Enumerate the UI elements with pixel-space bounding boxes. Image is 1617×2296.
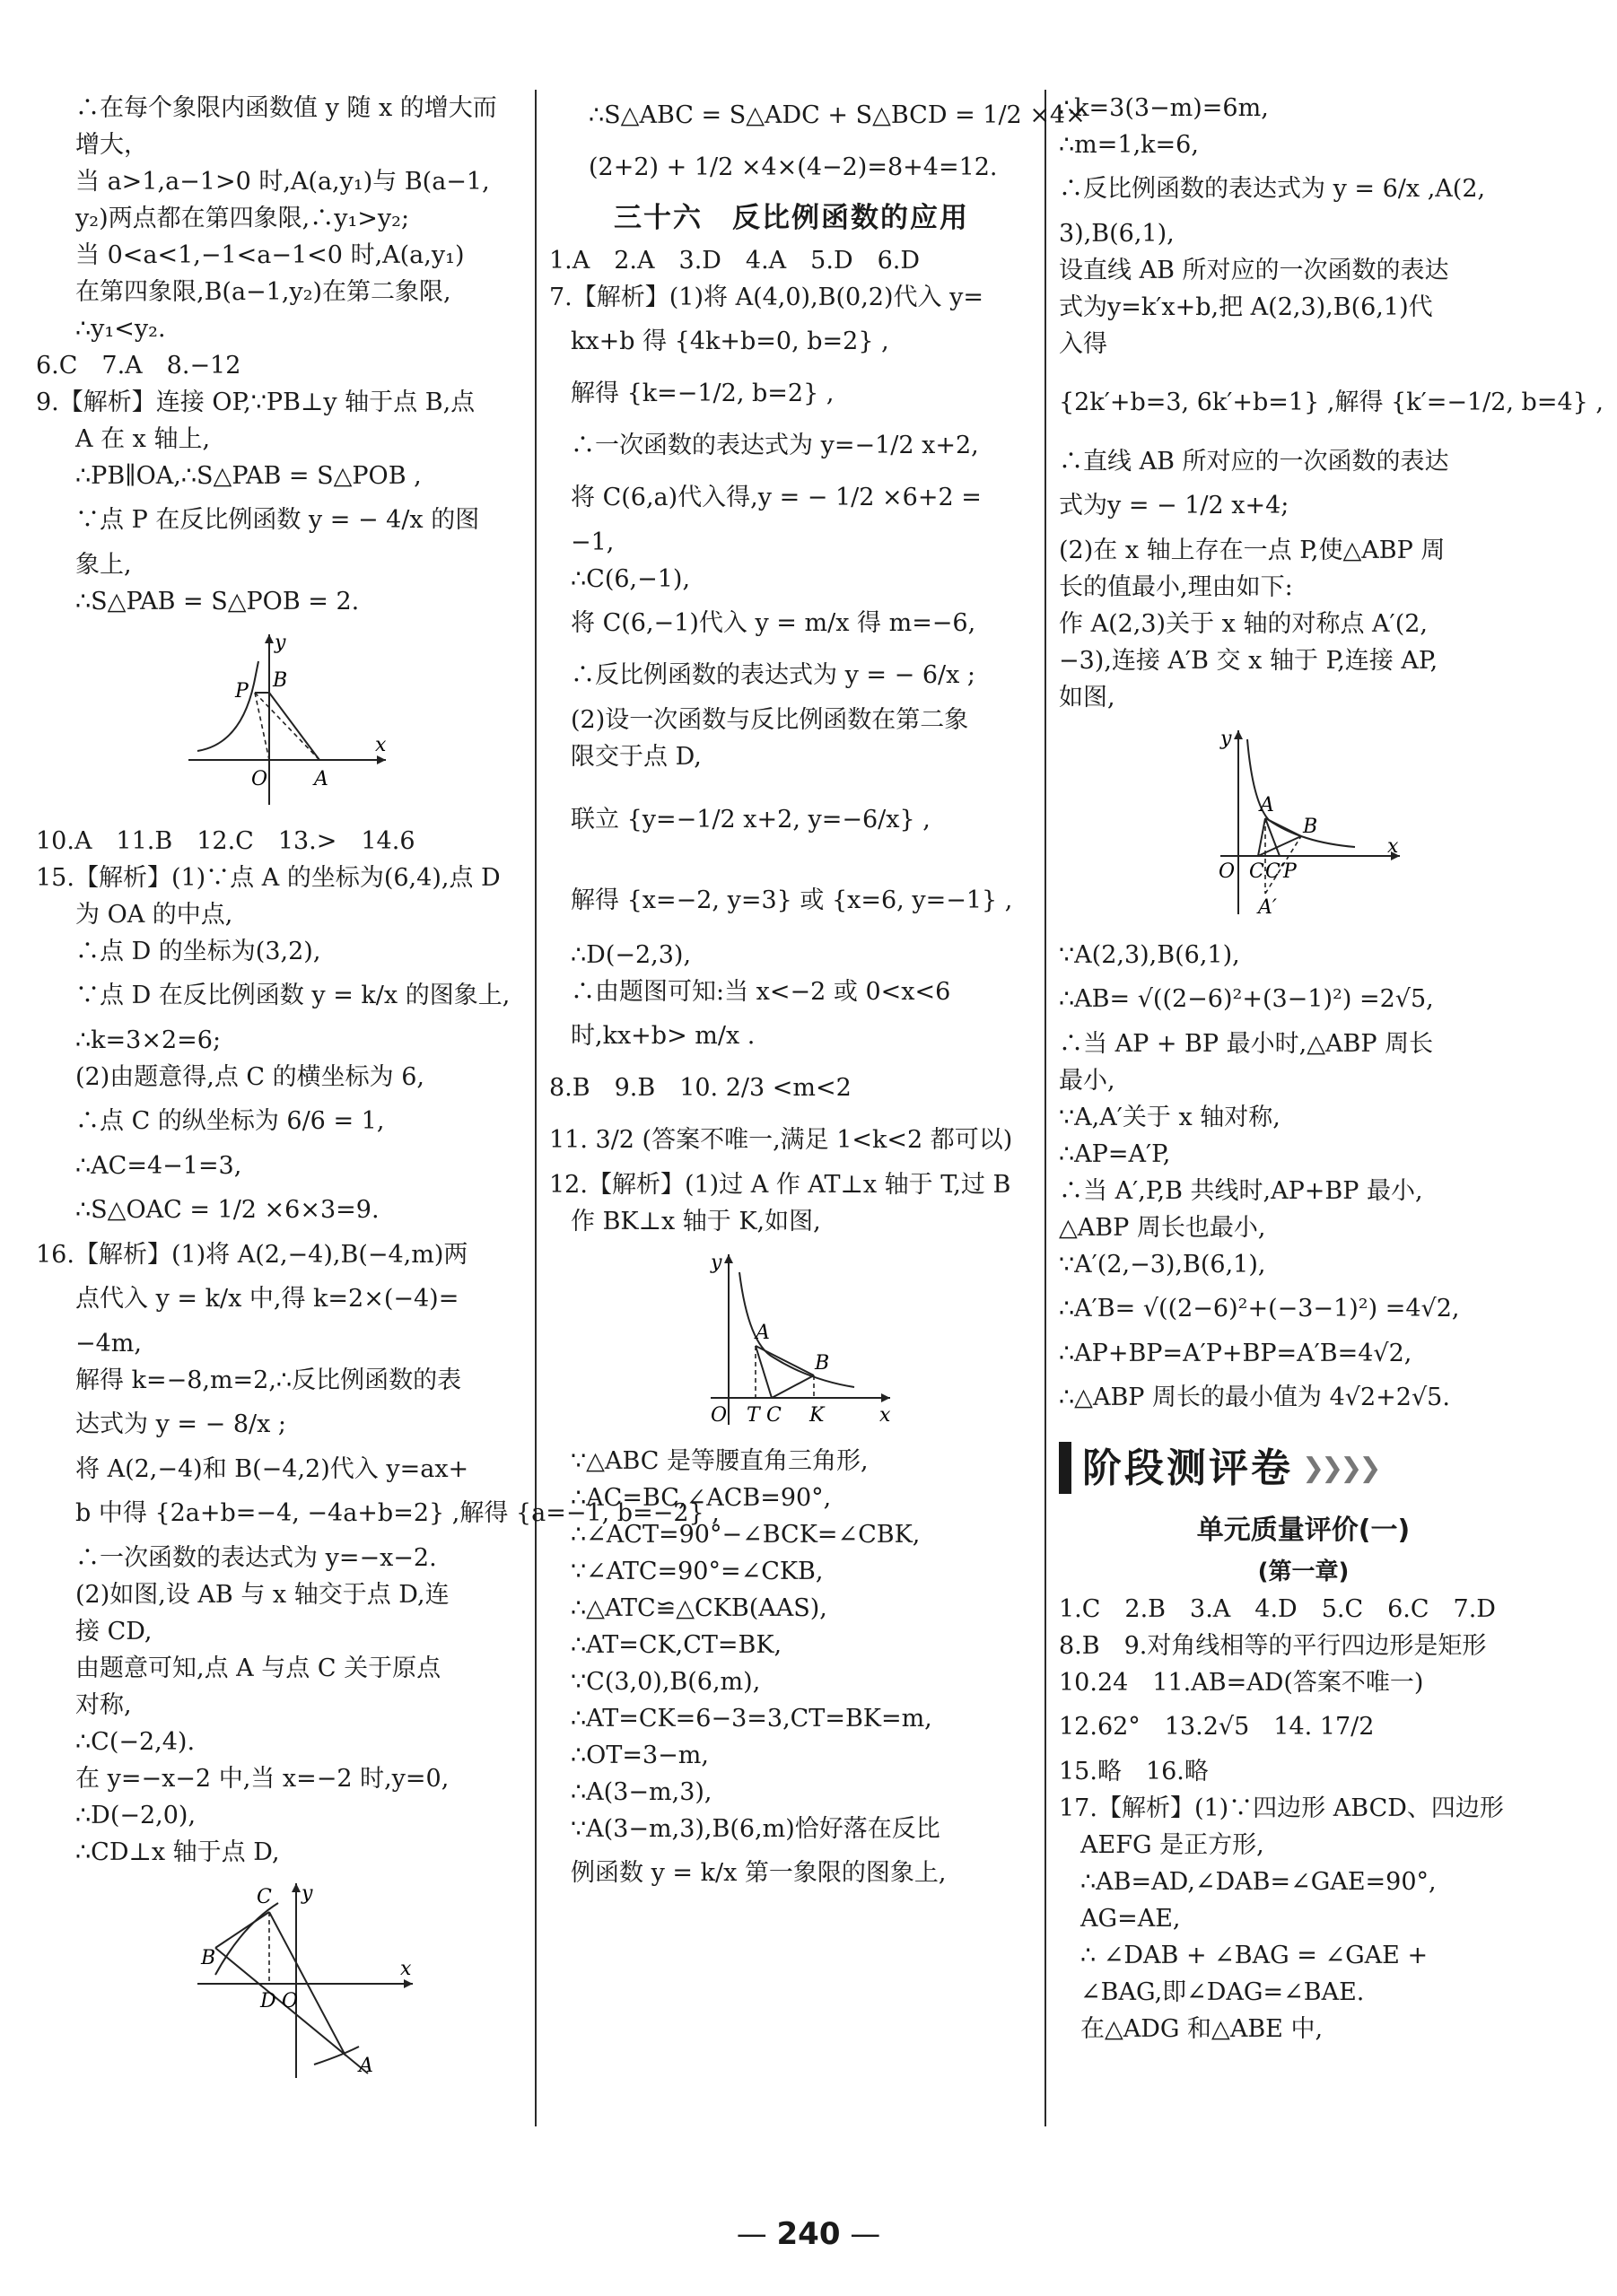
fig-label: T — [747, 1404, 760, 1427]
chapter-label: (第一章) — [1257, 1558, 1350, 1585]
text-line: 作 BK⊥x 轴于 K,如图, — [571, 1208, 821, 1235]
answer-line: 12.62° 13.2√5 14. 17/2 — [1059, 1713, 1375, 1741]
fig-label: x — [400, 1958, 412, 1980]
text-line: 联立 {y=−1/2 x+2, y=−6/x} , — [571, 806, 931, 834]
text-line: ∴点 D 的坐标为(3,2), — [75, 938, 321, 965]
fig-label: A — [314, 768, 328, 790]
page-dash-right: — — [840, 2216, 881, 2252]
text-line: ∴∠ACT=90°−∠BCK=∠CBK, — [571, 1521, 921, 1549]
figure-q9 — [179, 625, 395, 814]
text-line: 入得 — [1059, 330, 1107, 358]
text-line: ∴AP=A′P, — [1059, 1140, 1171, 1168]
text-line: 解得 k=−8,m=2,∴反比例函数的表 — [75, 1366, 462, 1394]
fig-label: y — [1220, 728, 1232, 750]
text-line: ∴C(−2,4). — [75, 1728, 196, 1756]
text-line: ∵A(3−m,3),B(6,m)恰好落在反比 — [571, 1815, 940, 1843]
text-line: (2)如图,设 AB 与 x 轴交于点 D,连 — [75, 1581, 450, 1609]
text-line: AG=AE, — [1080, 1905, 1181, 1933]
text-line: 在 y=−x−2 中,当 x=−2 时,y=0, — [75, 1765, 450, 1793]
text-line: ∴D(−2,3), — [571, 941, 692, 969]
solution-heading: 12.【解析】(1)过 A 作 AT⊥x 轴于 T,过 B — [549, 1171, 1011, 1199]
text-line: ∴一次函数的表达式为 y=−x−2. — [75, 1544, 437, 1572]
solution-heading: 17.【解析】(1)∵四边形 ABCD、四边形 — [1059, 1794, 1504, 1822]
text-line: ∴S△ABC = S△ADC + S△BCD = 1/2 ×4× — [589, 101, 1086, 129]
text-line: 由题意可知,点 A 与点 C 关于原点 — [75, 1654, 441, 1682]
text-line: 解得 {k=−1/2, b=2} , — [571, 380, 835, 407]
text-line: 当 a>1,a−1>0 时,A(a,y₁)与 B(a−1, — [75, 168, 490, 196]
solution-heading: 15.【解析】(1)∵点 A 的坐标为(6,4),点 D — [36, 864, 501, 892]
text-line: ∴反比例函数的表达式为 y = − 6/x ; — [571, 661, 976, 689]
text-line: ∴一次函数的表达式为 y=−1/2 x+2, — [571, 432, 979, 459]
fig-label: x — [879, 1404, 891, 1427]
answer-line: 1.C 2.B 3.A 4.D 5.C 6.C 7.D — [1059, 1595, 1496, 1623]
text-line: 在第四象限,B(a−1,y₂)在第二象限, — [75, 278, 451, 306]
chevrons-icon: ❯❯❯❯ — [1302, 1452, 1378, 1484]
fig-label: P — [1283, 860, 1297, 883]
text-line: 3),B(6,1), — [1059, 220, 1175, 248]
text-line: 限交于点 D, — [571, 743, 702, 771]
text-line: ∵A′(2,−3),B(6,1), — [1059, 1251, 1266, 1279]
text-line: ∴m=1,k=6, — [1059, 131, 1199, 159]
page-dash-left: — — [736, 2216, 777, 2252]
text-line: ∴ ∠DAB + ∠BAG = ∠GAE + — [1080, 1942, 1429, 1969]
text-line: ∴由题图可知:当 x<−2 或 0<x<6 — [571, 978, 951, 1006]
text-line: 对称, — [75, 1691, 132, 1719]
answer-line: 10.A 11.B 12.C 13.> 14.6 — [36, 827, 415, 855]
text-line: ∴△ATC≌△CKB(AAS), — [571, 1594, 827, 1622]
figure-q16 — [188, 1876, 422, 2082]
text-line: 作 A(2,3)关于 x 轴的对称点 A′(2, — [1059, 610, 1428, 638]
fig-label: D — [260, 1990, 276, 2012]
text-line: ∴k=3×2=6; — [75, 1026, 222, 1054]
text-line: 达式为 y = − 8/x ; — [75, 1410, 287, 1438]
text-line: 长的值最小,理由如下: — [1059, 573, 1293, 601]
page-number — [0, 2216, 1617, 2252]
fig-label: C — [1249, 860, 1264, 883]
text-line: 点代入 y = k/x 中,得 k=2×(−4)= — [75, 1285, 459, 1313]
column-right — [1059, 90, 1604, 2047]
text-line: 解得 {x=−2, y=3} 或 {x=6, y=−1} , — [571, 886, 1013, 914]
fig-label: y — [302, 1882, 313, 1905]
answer-line: 6.C 7.A 8.−12 — [36, 352, 241, 380]
text-line: ∴A′B= √((2−6)²+(−3−1)²) =4√2, — [1059, 1295, 1460, 1323]
text-line: (2)由题意得,点 C 的横坐标为 6, — [75, 1063, 424, 1091]
fig-label: A — [359, 2055, 373, 2077]
banner-bar — [1059, 1442, 1071, 1494]
page-number-value: 240 — [776, 2216, 841, 2252]
answer-line: 10.24 11.AB=AD(答案不唯一) — [1059, 1669, 1424, 1697]
text-line: 为 OA 的中点, — [75, 901, 233, 929]
fig-label: B — [815, 1352, 830, 1375]
fig-label: A — [756, 1322, 770, 1344]
text-line: 当 0<a<1,−1<a−1<0 时,A(a,y₁) — [75, 241, 465, 269]
text-line: 时,kx+b> m/x . — [571, 1022, 756, 1050]
text-line: ∴反比例函数的表达式为 y = 6/x ,A(2, — [1059, 175, 1486, 203]
text-line: ∴AB=AD,∠DAB=∠GAE=90°, — [1080, 1868, 1437, 1896]
text-line: △ABP 周长也最小, — [1059, 1214, 1266, 1242]
text-line: −3),连接 A′B 交 x 轴于 P,连接 AP, — [1059, 647, 1438, 675]
answer-line: 11. 3/2 (答案不唯一,满足 1<k<2 都可以) — [549, 1126, 1013, 1154]
text-line: ∵点 P 在反比例函数 y = − 4/x 的图 — [75, 506, 480, 534]
text-line: ∵点 D 在反比例函数 y = k/x 的图象上, — [75, 982, 511, 1009]
text-line: ∴△ABP 周长的最小值为 4√2+2√5. — [1059, 1384, 1450, 1411]
text-line: b 中得 {2a+b=−4, −4a+b=2} ,解得 {a=−1, b=−2} , — [75, 1499, 720, 1527]
fig-label: A — [1260, 794, 1274, 816]
fig-label: C — [257, 1886, 272, 1908]
fig-label: B — [1303, 816, 1318, 838]
text-line: 将 C(6,−1)代入 y = m/x 得 m=−6, — [571, 609, 976, 637]
fig-label: A′ — [1258, 896, 1277, 919]
text-line: ∴D(−2,0), — [75, 1802, 197, 1829]
text-line: ∴AP+BP=A′P+BP=A′B=4√2, — [1059, 1340, 1412, 1367]
text-line: ∴PB∥OA,∴S△PAB = S△POB , — [75, 462, 422, 490]
answer-line: 15.略 16.略 — [1059, 1758, 1209, 1785]
text-line: {2k′+b=3, 6k′+b=1} ,解得 {k′=−1/2, b=4} , — [1059, 388, 1604, 416]
text-line: ∴CD⊥x 轴于点 D, — [75, 1838, 280, 1866]
fig-label: x — [375, 734, 387, 756]
text-line: −4m, — [75, 1330, 142, 1358]
text-line: AEFG 是正方形, — [1080, 1831, 1264, 1859]
text-line: 如图, — [1059, 684, 1115, 711]
text-line: ∵∠ATC=90°=∠CKB, — [571, 1558, 824, 1585]
text-line: ∴S△OAC = 1/2 ×6×3=9. — [75, 1196, 380, 1224]
text-line: 最小, — [1059, 1067, 1115, 1095]
fig-label: O — [251, 768, 268, 790]
text-line: ∴AC=BC,∠ACB=90°, — [571, 1484, 832, 1512]
column-divider-right — [1044, 90, 1046, 2126]
text-line: 象上, — [75, 551, 132, 579]
column-divider-left — [535, 90, 537, 2126]
solution-heading: 7.【解析】(1)将 A(4,0),B(0,2)代入 y= — [549, 284, 983, 311]
answer-line: 8.B 9.对角线相等的平行四边形是矩形 — [1059, 1632, 1487, 1660]
fig-label: C′ — [1265, 860, 1285, 883]
text-line: ∠BAG,即∠DAG=∠BAE. — [1080, 1978, 1365, 2006]
text-line: 例函数 y = k/x 第一象限的图象上, — [571, 1859, 947, 1887]
text-line: A 在 x 轴上, — [75, 425, 211, 453]
solution-heading: 16.【解析】(1)将 A(2,−4),B(−4,m)两 — [36, 1241, 468, 1269]
section-title: 三十六 反比例函数的应用 — [614, 202, 969, 234]
text-line: 将 C(6,a)代入得,y = − 1/2 ×6+2 = — [571, 484, 982, 511]
text-line: ∴y₁<y₂. — [75, 315, 166, 343]
fig-label: K — [809, 1404, 825, 1427]
text-line: ∴OT=3−m, — [571, 1742, 709, 1769]
fig-label: P — [235, 680, 249, 703]
text-line: 将 A(2,−4)和 B(−4,2)代入 y=ax+ — [75, 1455, 469, 1483]
answer-line: 8.B 9.B 10. 2/3 <m<2 — [549, 1074, 852, 1102]
text-line: ∴AT=CK=6−3=3,CT=BK=m, — [571, 1705, 932, 1733]
text-line: ∴AT=CK,CT=BK, — [571, 1631, 782, 1659]
text-line: ∴A(3−m,3), — [571, 1778, 712, 1806]
text-line: ∴当 A′,P,B 共线时,AP+BP 最小, — [1059, 1177, 1423, 1205]
solution-heading: 9.【解析】连接 OP,∵PB⊥y 轴于点 B,点 — [36, 388, 476, 416]
fig-label: O — [282, 1990, 299, 2012]
text-line: ∴当 AP + BP 最小时,△ABP 周长 — [1059, 1030, 1434, 1058]
fig-label: y — [275, 632, 286, 654]
text-line: ∵C(3,0),B(6,m), — [571, 1668, 761, 1696]
text-line: ∴AB= √((2−6)²+(3−1)²) =2√5, — [1059, 985, 1434, 1013]
text-line: −1, — [571, 528, 615, 556]
fig-label: O — [1219, 860, 1236, 883]
text-line: 式为y = − 1/2 x+4; — [1059, 492, 1289, 519]
banner-title: 阶段测评卷 — [1082, 1445, 1293, 1491]
text-line: ∴点 C 的纵坐标为 6/6 = 1, — [75, 1107, 385, 1135]
figure-q12-2 — [1193, 721, 1409, 928]
text-line: 增大， — [75, 131, 148, 159]
text-line: (2+2) + 1/2 ×4×(4−2)=8+4=12. — [589, 153, 998, 181]
text-line: ∴直线 AB 所对应的一次函数的表达 — [1059, 448, 1449, 476]
text-line: ∴C(6,−1), — [571, 565, 691, 593]
fig-label: O — [711, 1404, 728, 1427]
unit-title: 单元质量评价(一) — [1196, 1515, 1411, 1546]
text-line: ∴S△PAB = S△POB = 2. — [75, 588, 360, 615]
column-middle — [549, 90, 1086, 1899]
text-line: 式为y=k′x+b,把 A(2,3),B(6,1)代 — [1059, 293, 1433, 321]
fig-label: y — [711, 1252, 722, 1274]
text-line: ∵A,A′关于 x 轴对称, — [1059, 1104, 1280, 1131]
text-line: 设直线 AB 所对应的一次函数的表达 — [1059, 257, 1449, 284]
text-line: (2)设一次函数与反比例函数在第二象 — [571, 706, 969, 734]
text-line: ∴在每个象限内函数值 y 随 x 的增大而 — [75, 94, 497, 122]
text-line: 接 CD, — [75, 1618, 153, 1646]
text-line: y₂)两点都在第四象限,∴y₁>y₂; — [75, 205, 410, 232]
text-line: ∴AC=4−1=3, — [75, 1152, 242, 1180]
text-line: (2)在 x 轴上存在一点 P,使△ABP 周 — [1059, 537, 1446, 564]
fig-label: C — [766, 1404, 782, 1427]
fig-label: B — [273, 669, 288, 692]
stage-banner — [1059, 1435, 1548, 1501]
answer-line: 1.A 2.A 3.D 4.A 5.D 6.D — [549, 247, 921, 275]
fig-label: x — [1387, 835, 1399, 858]
text-line: ∵A(2,3),B(6,1), — [1059, 941, 1240, 969]
text-line: ∴k=3(3−m)=6m, — [1059, 94, 1269, 122]
figure-q12 — [684, 1245, 899, 1434]
text-line: kx+b 得 {4k+b=0, b=2} , — [571, 327, 889, 355]
fig-label: B — [201, 1947, 216, 1969]
text-line: ∵△ABC 是等腰直角三角形, — [571, 1447, 869, 1475]
text-line: 在△ADG 和△ABE 中, — [1080, 2015, 1324, 2043]
